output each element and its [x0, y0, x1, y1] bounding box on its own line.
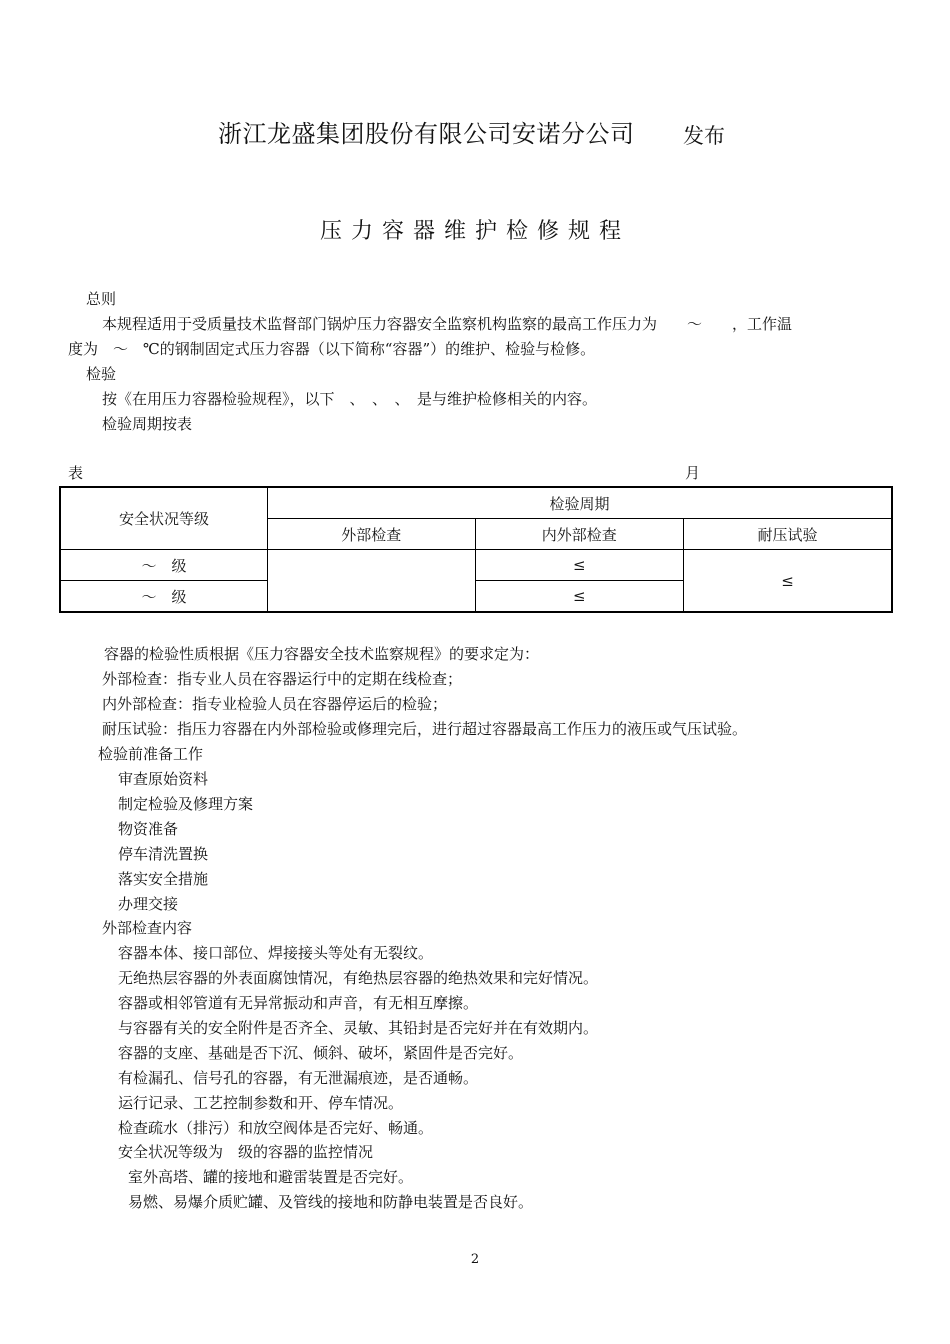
nature-internal: 内外部检查：指专业检验人员在容器停运后的检验； — [102, 695, 448, 713]
list-item: 办理交接 — [118, 895, 179, 913]
nature-intro: 容器的检验性质根据《压力容器安全技术监察规程》的要求定为： — [104, 645, 540, 663]
list-item: 审查原始资料 — [118, 770, 209, 788]
sub-list-item: 易燃、易爆介质贮罐、及管线的接地和防静电装置是否良好。 — [128, 1193, 534, 1211]
external-content-heading: 外部检查内容 — [102, 919, 193, 937]
cell-internal: ≤ — [475, 581, 683, 613]
list-item: 容器的支座、基础是否下沉、倾斜、破坏，紧固件是否完好。 — [118, 1044, 524, 1062]
sub-list-item: 室外高塔、罐的接地和避雷装置是否完好。 — [128, 1168, 414, 1186]
inspection-paragraph: 按《在用压力容器检验规程》，以下 、 、 、 是与维护检修相关的内容。 — [102, 390, 598, 408]
table-row — [60, 550, 892, 581]
header-internal-check: 内外部检查 — [475, 519, 683, 550]
section-general-heading: 总则 — [86, 290, 117, 308]
section-inspection-heading: 检验 — [86, 365, 117, 383]
cell-pressure: ≤ — [684, 550, 893, 613]
list-item: 检查疏水（排污）和放空阀体是否完好、畅通。 — [118, 1119, 434, 1137]
table-caption-left: 表 — [68, 464, 84, 482]
list-item: 物资准备 — [118, 820, 179, 838]
list-item: 落实安全措施 — [118, 870, 209, 888]
header-inspection-period: 检验周期 — [268, 487, 892, 519]
page-number: 2 — [470, 1252, 480, 1267]
nature-pressure: 耐压试验：指压力容器在内外部检验或修理完后，进行超过容器最高工作压力的液压或气压试验。 — [102, 720, 748, 738]
cell-level: ～ 级 — [60, 581, 268, 613]
list-item: 有检漏孔、信号孔的容器，有无泄漏痕迹，是否通畅。 — [118, 1069, 479, 1087]
preparation-heading: 检验前准备工作 — [98, 745, 204, 763]
list-item: 停车清洗置换 — [118, 845, 209, 863]
list-item: 容器或相邻管道有无异常振动和声音，有无相互摩擦。 — [118, 994, 479, 1012]
list-item: 安全状况等级为 级的容器的监控情况 — [118, 1143, 374, 1161]
company-name: 浙江龙盛集团股份有限公司安诺分公司 — [218, 120, 635, 148]
header-external-check: 外部检查 — [268, 519, 475, 550]
header-safety-level: 安全状况等级 — [60, 487, 268, 550]
list-item: 与容器有关的安全附件是否齐全、灵敏、其铅封是否完好并在有效期内。 — [118, 1019, 599, 1037]
issue-label: 发布 — [683, 124, 725, 148]
table-caption-right: 月 — [685, 464, 701, 482]
list-item: 无绝热层容器的外表面腐蚀情况，有绝热层容器的绝热效果和完好情况。 — [118, 969, 599, 987]
inspection-period-intro: 检验周期按表 — [102, 415, 193, 433]
list-item: 运行记录、工艺控制参数和开、停车情况。 — [118, 1094, 404, 1112]
inspection-period-table — [59, 486, 893, 613]
nature-external: 外部检查：指专业人员在容器运行中的定期在线检查； — [102, 670, 463, 688]
cell-external — [268, 550, 475, 613]
header-pressure-test: 耐压试验 — [684, 519, 893, 550]
cell-level: ～ 级 — [60, 550, 268, 581]
general-paragraph-line-2: 度为 ～ ℃的钢制固定式压力容器（以下简称“容器”）的维护、检验与检修。 — [68, 340, 596, 358]
document-title: 压力容器维护检修规程 — [319, 219, 630, 244]
list-item: 制定检验及修理方案 — [118, 795, 254, 813]
list-item: 容器本体、接口部位、焊接接头等处有无裂纹。 — [118, 944, 434, 962]
cell-internal: ≤ — [475, 550, 683, 581]
general-paragraph-line-1: 本规程适用于受质量技术监督部门锅炉压力容器安全监察机构监察的最高工作压力为 ～ ，工作温 — [102, 315, 793, 333]
